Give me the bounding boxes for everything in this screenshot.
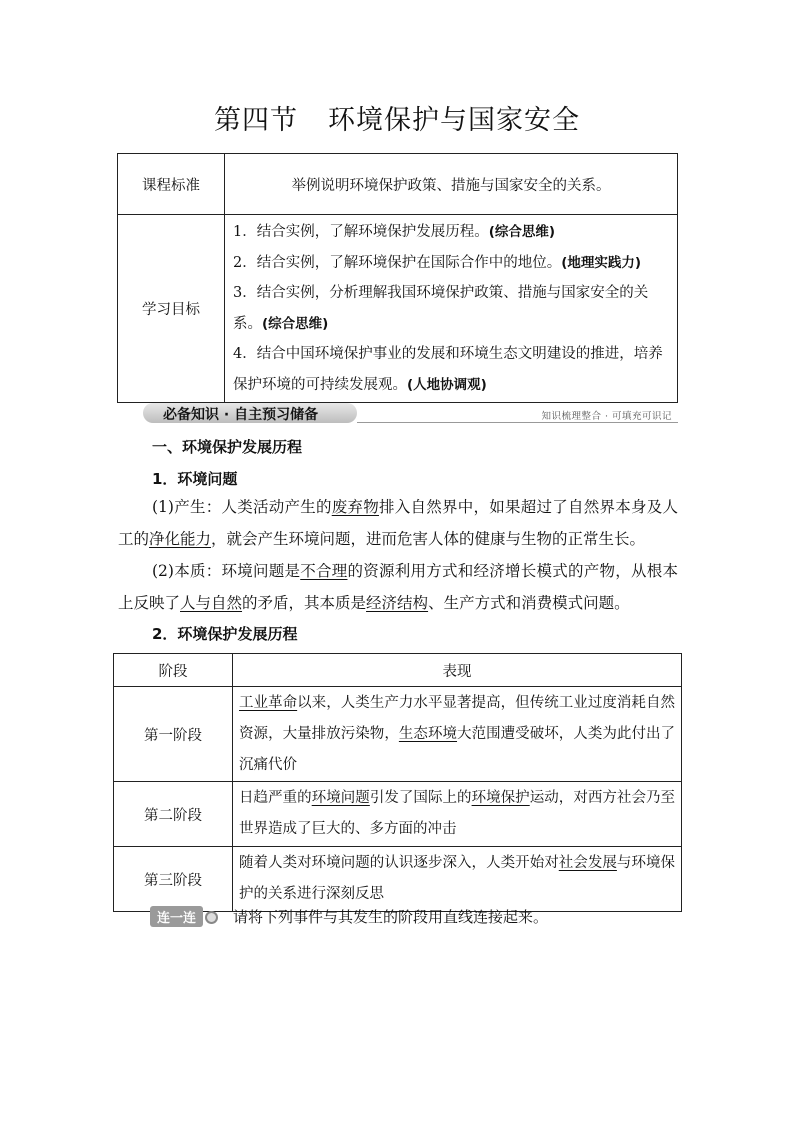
standard-label: 课程标准 — [118, 154, 225, 215]
performance-cell: 日趋严重的环境问题引发了国际上的环境保护运动，对西方社会乃至世界造成了巨大的、多方面的冲击 — [233, 782, 682, 847]
blank-answer: 净化能力 — [149, 530, 212, 548]
banner-note: 知识梳理整合 · 可填充可识记 — [541, 411, 672, 422]
paragraph-essence: (2)本质：环境问题是不合理的资源利用方式和经济增长模式的产物，从根本上反映了人与自然的矛盾，其本质是经济结构、生产方式和消费模式问题。 — [118, 562, 678, 612]
table-row — [114, 847, 682, 912]
stage-cell: 第一阶段 — [114, 687, 233, 782]
header-stage: 阶段 — [114, 654, 233, 687]
paragraph-origin: (1)产生：人类活动产生的废弃物排入自然界中，如果超过了自然界本身及人工的净化能力，就会产生环境问题，进而危害人体的健康与生物的正常生长。 — [118, 498, 678, 548]
performance-cell: 随着人类对环境问题的认识逐步深入，人类开始对社会发展与环境保护的关系进行深刻反思 — [233, 847, 682, 912]
goal-item: 2．结合实例，了解环境保护在国际合作中的地位。(地理实践力) — [233, 254, 642, 271]
section-banner — [143, 403, 678, 423]
goals-label: 学习目标 — [118, 215, 225, 403]
connect-instruction: 请将下列事件与其发生的阶段用直线连接起来。 — [233, 908, 549, 926]
standard-text: 举例说明环境保护政策、措施与国家安全的关系。 — [225, 154, 678, 215]
stages-table — [113, 653, 682, 912]
subheading-problems: 1．环境问题 — [152, 470, 238, 488]
banner-rule — [357, 422, 678, 423]
connect-tag: 连一连 — [150, 906, 203, 927]
performance-cell: 工业革命以来，人类生产力水平显著提高，但传统工业过度消耗自然资源，大量排放污染物，生态环境大范围遭受破坏，人类为此付出了沉痛代价 — [233, 687, 682, 782]
banner-label: 必备知识 · 自主预习储备 — [163, 407, 319, 423]
stage-cell: 第二阶段 — [114, 782, 233, 847]
subheading-history: 2．环境保护发展历程 — [152, 625, 298, 643]
connect-exercise — [150, 906, 549, 927]
title-text: 环境保护与国家安全 — [328, 105, 580, 136]
title-section: 第四节 — [214, 105, 298, 136]
goals-list — [225, 215, 678, 403]
table-row — [114, 687, 682, 782]
goal-item: 4．结合中国环境保护事业的发展和环境生态文明建设的推进，培养保护环境的可持续发展观。(人地协调观) — [233, 346, 663, 393]
stage-cell: 第三阶段 — [114, 847, 233, 912]
section-heading: 一、环境保护发展历程 — [152, 438, 303, 456]
blank-answer: 废弃物 — [331, 498, 379, 516]
banner-pill — [143, 403, 357, 423]
blank-answer: 不合理 — [300, 562, 348, 580]
header-performance: 表现 — [233, 654, 682, 687]
bullet-icon — [205, 911, 218, 924]
blank-answer: 人与自然 — [180, 594, 243, 612]
goal-item: 1．结合实例，了解环境保护发展历程。(综合思维) — [233, 224, 556, 240]
course-intro-table — [117, 153, 678, 403]
page-title — [0, 98, 794, 137]
table-row — [114, 782, 682, 847]
goal-item: 3．结合实例，分析理解我国环境保护政策、措施与国家安全的关系。(综合思维) — [233, 285, 649, 332]
blank-answer: 经济结构 — [366, 594, 429, 612]
